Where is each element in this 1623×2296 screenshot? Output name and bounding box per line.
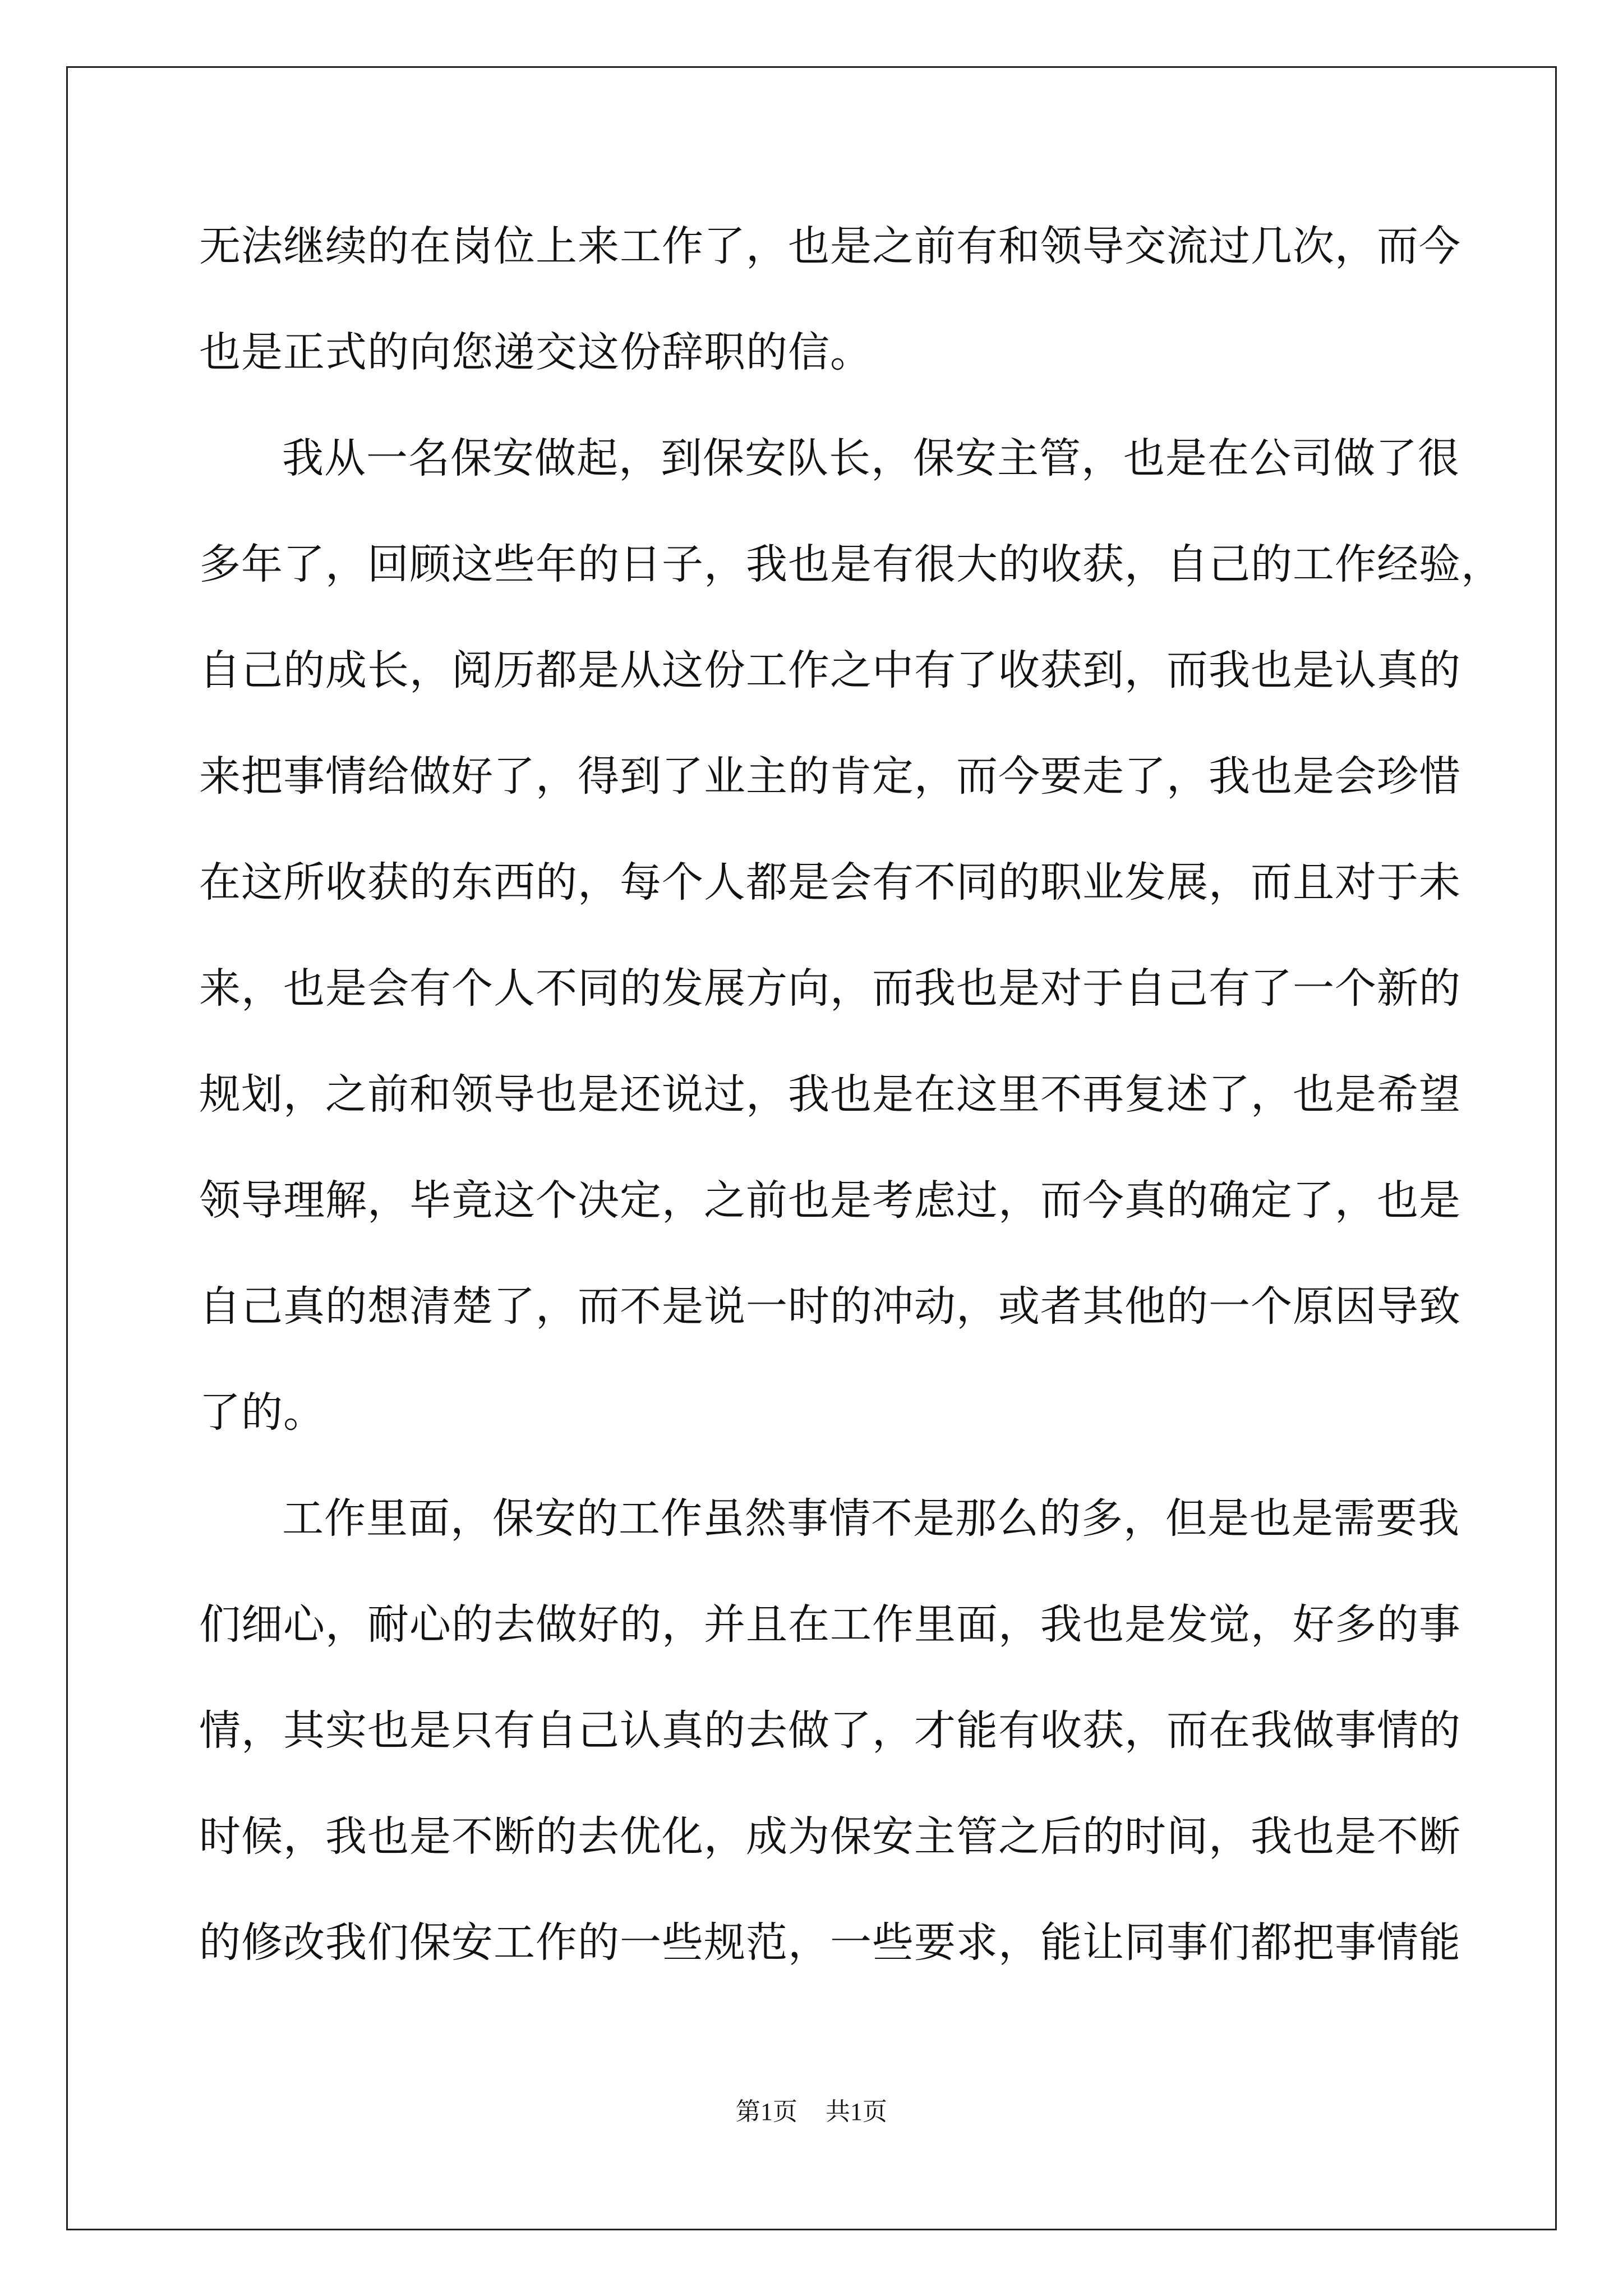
- text-line: 们细心，耐心的去做好的，并且在工作里面，我也是发觉，好多的事: [199, 1600, 1461, 1649]
- paragraph-start-line: 工作里面，保安的工作虽然事情不是那么的多，但是也是需要我: [282, 1494, 1460, 1543]
- text-line: 来把事情给做好了，得到了业主的肯定，而今要走了，我也是会珍惜: [199, 752, 1461, 800]
- text-line: 时候，我也是不断的去优化，成为保安主管之后的时间，我也是不断: [199, 1812, 1461, 1861]
- text-line: 领导理解，毕竟这个决定，之前也是考虑过，而今真的确定了，也是: [199, 1176, 1461, 1225]
- text-line: 自己真的想清楚了，而不是说一时的冲动，或者其他的一个原因导致: [199, 1282, 1461, 1331]
- page-total: 共1页: [826, 2098, 887, 2125]
- text-line: 多年了，回顾这些年的日子，我也是有很大的收获，自己的工作经验，: [199, 540, 1503, 588]
- text-line: 情，其实也是只有自己认真的去做了，才能有收获，而在我做事情的: [199, 1706, 1461, 1755]
- page-footer: [0, 2091, 1623, 2127]
- text-line: 在这所收获的东西的，每个人都是会有不同的职业发展，而且对于未: [199, 858, 1461, 907]
- document-body: [199, 194, 1503, 1996]
- text-line: 也是正式的向您递交这份辞职的信。: [199, 328, 872, 376]
- text-line: 来，也是会有个人不同的发展方向，而我也是对于自己有了一个新的: [199, 964, 1461, 1013]
- page-number: 第1页: [736, 2098, 797, 2125]
- text-line: 的修改我们保安工作的一些规范，一些要求，能让同事们都把事情能: [199, 1918, 1461, 1967]
- text-line: 了的。: [199, 1388, 325, 1437]
- text-line: 自己的成长，阅历都是从这份工作之中有了收获到，而我也是认真的: [199, 646, 1461, 694]
- text-line: 规划，之前和领导也是还说过，我也是在这里不再复述了，也是希望: [199, 1070, 1461, 1119]
- paragraph-start-line: 我从一名保安做起，到保安队长，保安主管，也是在公司做了很: [282, 434, 1460, 482]
- text-line: 无法继续的在岗位上来工作了，也是之前有和领导交流过几次，而今: [199, 222, 1461, 270]
